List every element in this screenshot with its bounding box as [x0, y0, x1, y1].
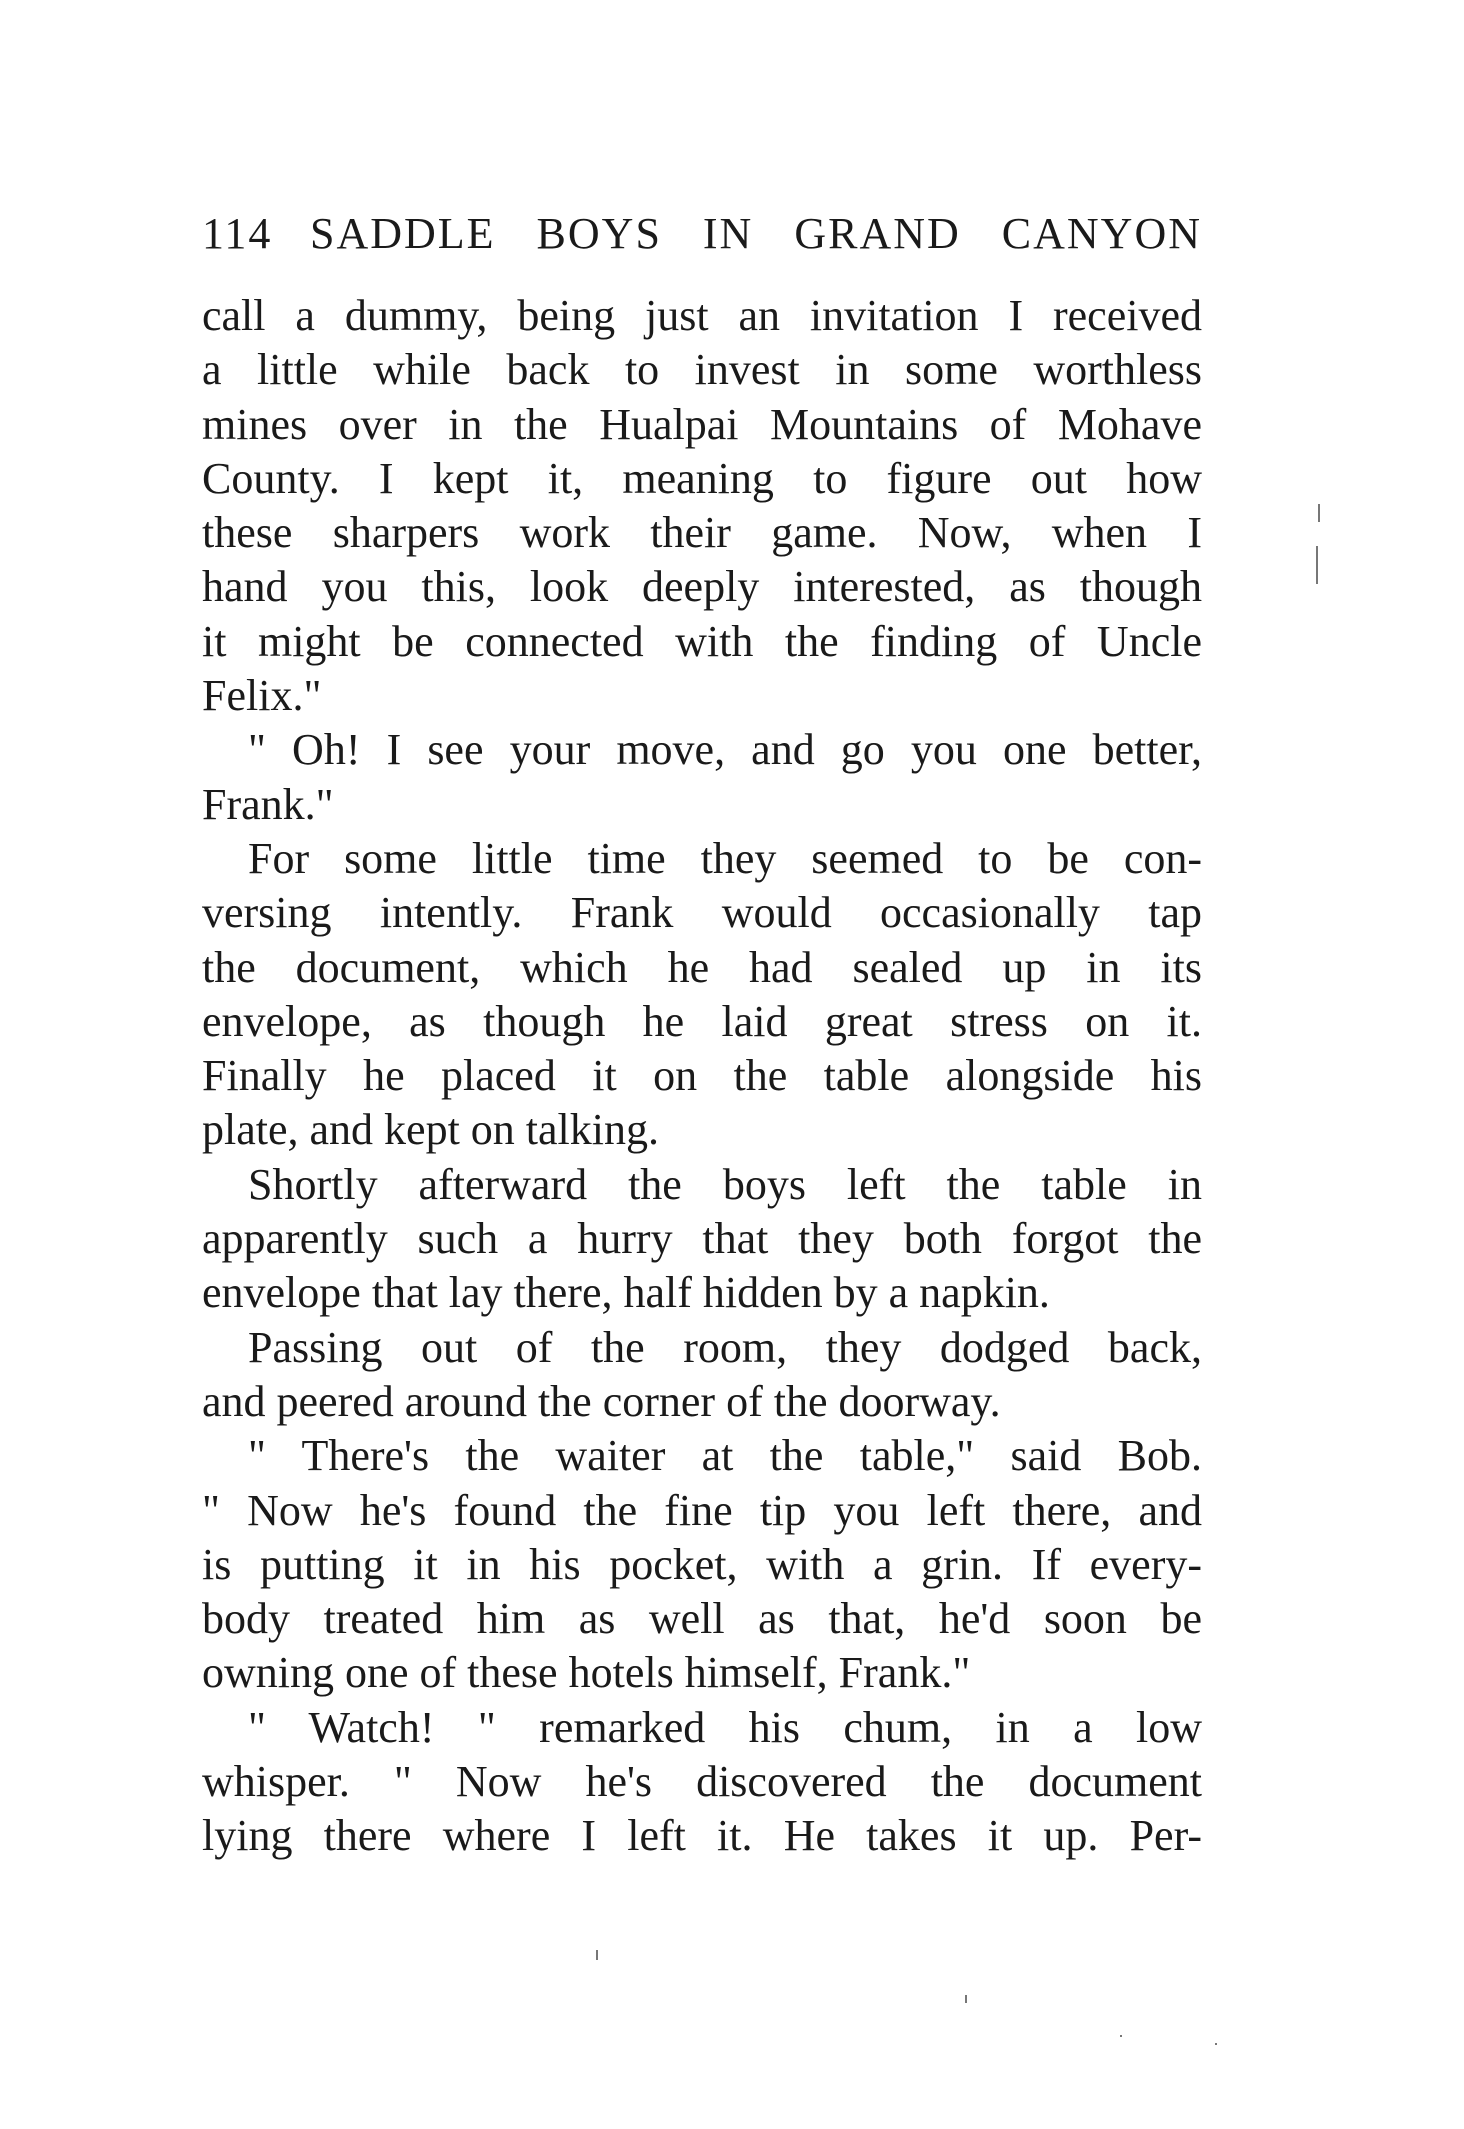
text-line: lying there where I left it. He takes it up. Per-: [202, 1811, 1202, 1861]
text-line: whisper. " Now he's discovered the document: [202, 1757, 1202, 1807]
scan-speck: [1318, 504, 1320, 522]
scan-speck: [1215, 2043, 1217, 2045]
scan-speck: [596, 1950, 598, 1960]
running-title: SADDLE BOYS IN GRAND CANYON: [310, 209, 1202, 258]
text-line: " Oh! I see your move, and go you one better,: [248, 725, 1202, 775]
text-line: envelope, as though he laid great stress on it.: [202, 996, 1202, 1046]
text-line: " Watch! " remarked his chum, in a low: [248, 1702, 1202, 1752]
text-line: mines over in the Hualpai Mountains of Mohave: [202, 399, 1202, 449]
text-line: is putting it in his pocket, with a grin. If every-: [202, 1539, 1202, 1589]
text-line: owning one of these hotels himself, Frank.": [202, 1648, 971, 1698]
page-number: 114: [202, 209, 273, 258]
text-line: Frank.": [202, 779, 334, 829]
text-line: Passing out of the room, they dodged back,: [248, 1322, 1202, 1372]
text-line: Finally he placed it on the table alongside his: [202, 1051, 1202, 1101]
scan-speck: [965, 1995, 967, 2003]
text-line: versing intently. Frank would occasionally tap: [202, 888, 1202, 938]
text-line: hand you this, look deeply interested, as though: [202, 562, 1202, 612]
scan-speck: [1120, 2035, 1122, 2037]
text-line: call a dummy, being just an invitation I received: [202, 291, 1202, 340]
running-head: [202, 208, 1202, 270]
text-line: plate, and kept on talking.: [202, 1105, 659, 1155]
text-line: apparently such a hurry that they both forgot the: [202, 1214, 1202, 1264]
text-line: Felix.": [202, 671, 322, 721]
text-line: Shortly afterward the boys left the table in: [248, 1159, 1202, 1209]
text-line: " Now he's found the fine tip you left there, and: [202, 1485, 1202, 1535]
scan-speck: [1316, 546, 1318, 584]
text-line: " There's the waiter at the table," said Bob.: [248, 1431, 1202, 1481]
text-line: these sharpers work their game. Now, when I: [202, 508, 1202, 558]
text-line: the document, which he had sealed up in its: [202, 942, 1202, 992]
text-line: body treated him as well as that, he'd soon be: [202, 1594, 1202, 1644]
text-line: a little while back to invest in some worthless: [202, 345, 1202, 395]
text-line: it might be connected with the finding of Uncle: [202, 616, 1202, 666]
body-text: [202, 289, 1202, 1864]
text-line: and peered around the corner of the doorway.: [202, 1376, 1001, 1426]
text-line: For some little time they seemed to be con-: [248, 833, 1202, 883]
text-line: County. I kept it, meaning to figure out how: [202, 453, 1202, 503]
text-line: envelope that lay there, half hidden by a napkin.: [202, 1268, 1050, 1318]
